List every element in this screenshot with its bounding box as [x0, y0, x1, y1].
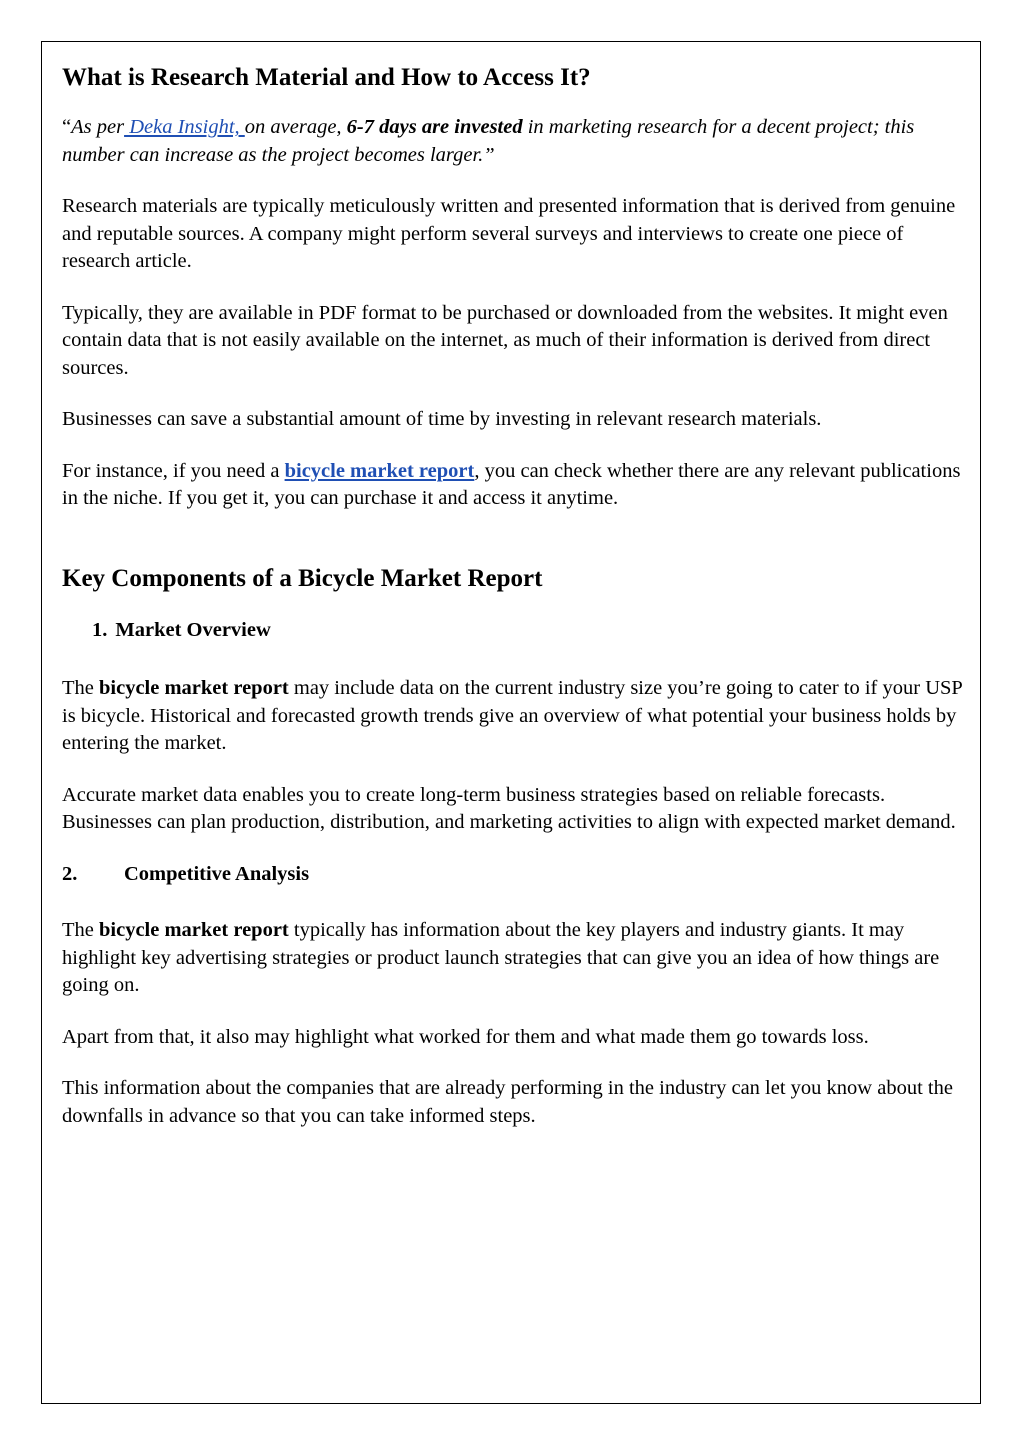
list-number-2: 2. [62, 862, 78, 885]
for-instance-lead: For instance, if you need a [62, 459, 285, 482]
list-number-1: 1. [92, 618, 108, 641]
ca-lead: The [62, 919, 99, 941]
mo-tail: may include data on the current industry size you’re going to cater to if your USP is bicycle. Historical and forecasted growth trends give an overview of what potential your business holds by entering the market. [62, 677, 963, 754]
paragraph-pdf-format: Typically, they are available in PDF format to be purchased or downloaded from the websites. It might even contain data that is not easily available on the internet, as much of their information is derived from direct sources. [62, 301, 948, 379]
paragraph-competitive-3: This information about the companies that are already performing in the industry can let you know about the downfalls in advance so that you can take informed steps. [62, 1077, 953, 1127]
mo-bold: bicycle market report [99, 677, 289, 699]
paragraph-research-definition: Research materials are typically meticulously written and presented information that is derived from genuine and reputable sources. A company might perform several surveys and interviews to create one piece of research article. [62, 195, 956, 272]
paragraph-save-time: Businesses can save a substantial amount of time by investing in relevant research materials. [62, 408, 822, 430]
quote-lead: As per [71, 116, 125, 138]
quote-middle: on average, [244, 116, 347, 138]
for-instance-tail: , you can check whether there are any relevant publications in the niche. If you get it, you can purchase it and access it anytime. [62, 459, 961, 509]
ca-bold: bicycle market report [99, 919, 289, 941]
paragraph-competitive-1 [62, 917, 967, 1000]
quote-tail: in marketing research for a decent project; this number can increase as the project becomes larger.” [62, 116, 915, 166]
deka-insight-link[interactable]: Deka Insight, [124, 116, 245, 138]
document-body [62, 62, 967, 1154]
section-spacer [62, 537, 967, 563]
list-item-competitive-analysis [62, 861, 967, 889]
heading-key-components: Key Components of a Bicycle Market Report [62, 564, 543, 592]
paragraph-market-overview-2: Accurate market data enables you to create long-term business strategies based on reliable forecasts. Businesses can plan production, distribution, and marketing activities to align with expected market demand. [62, 783, 956, 833]
paragraph-market-overview-1 [62, 675, 967, 758]
list-title-market-overview: Market Overview [115, 618, 271, 641]
ca-tail: typically has information about the key players and industry giants. It may highlight key advertising strategies or product launch strategies that can give you an idea of how things are going on. [62, 919, 940, 996]
quote-paragraph [62, 114, 967, 169]
paragraph-competitive-2: Apart from that, it also may highlight what worked for them and what made them go towards loss. [62, 1025, 869, 1048]
bicycle-market-report-link[interactable]: bicycle market report [284, 459, 475, 482]
list-title-competitive-analysis: Competitive Analysis [124, 862, 310, 885]
mo-lead: The [62, 677, 99, 699]
quote-open-mark: “ [62, 116, 72, 138]
list-item-market-overview [92, 617, 967, 645]
quote-bold: 6-7 days are invested [346, 116, 523, 138]
paragraph-for-instance [62, 458, 967, 513]
heading-research-material: What is Research Material and How to Access It? [62, 64, 591, 91]
